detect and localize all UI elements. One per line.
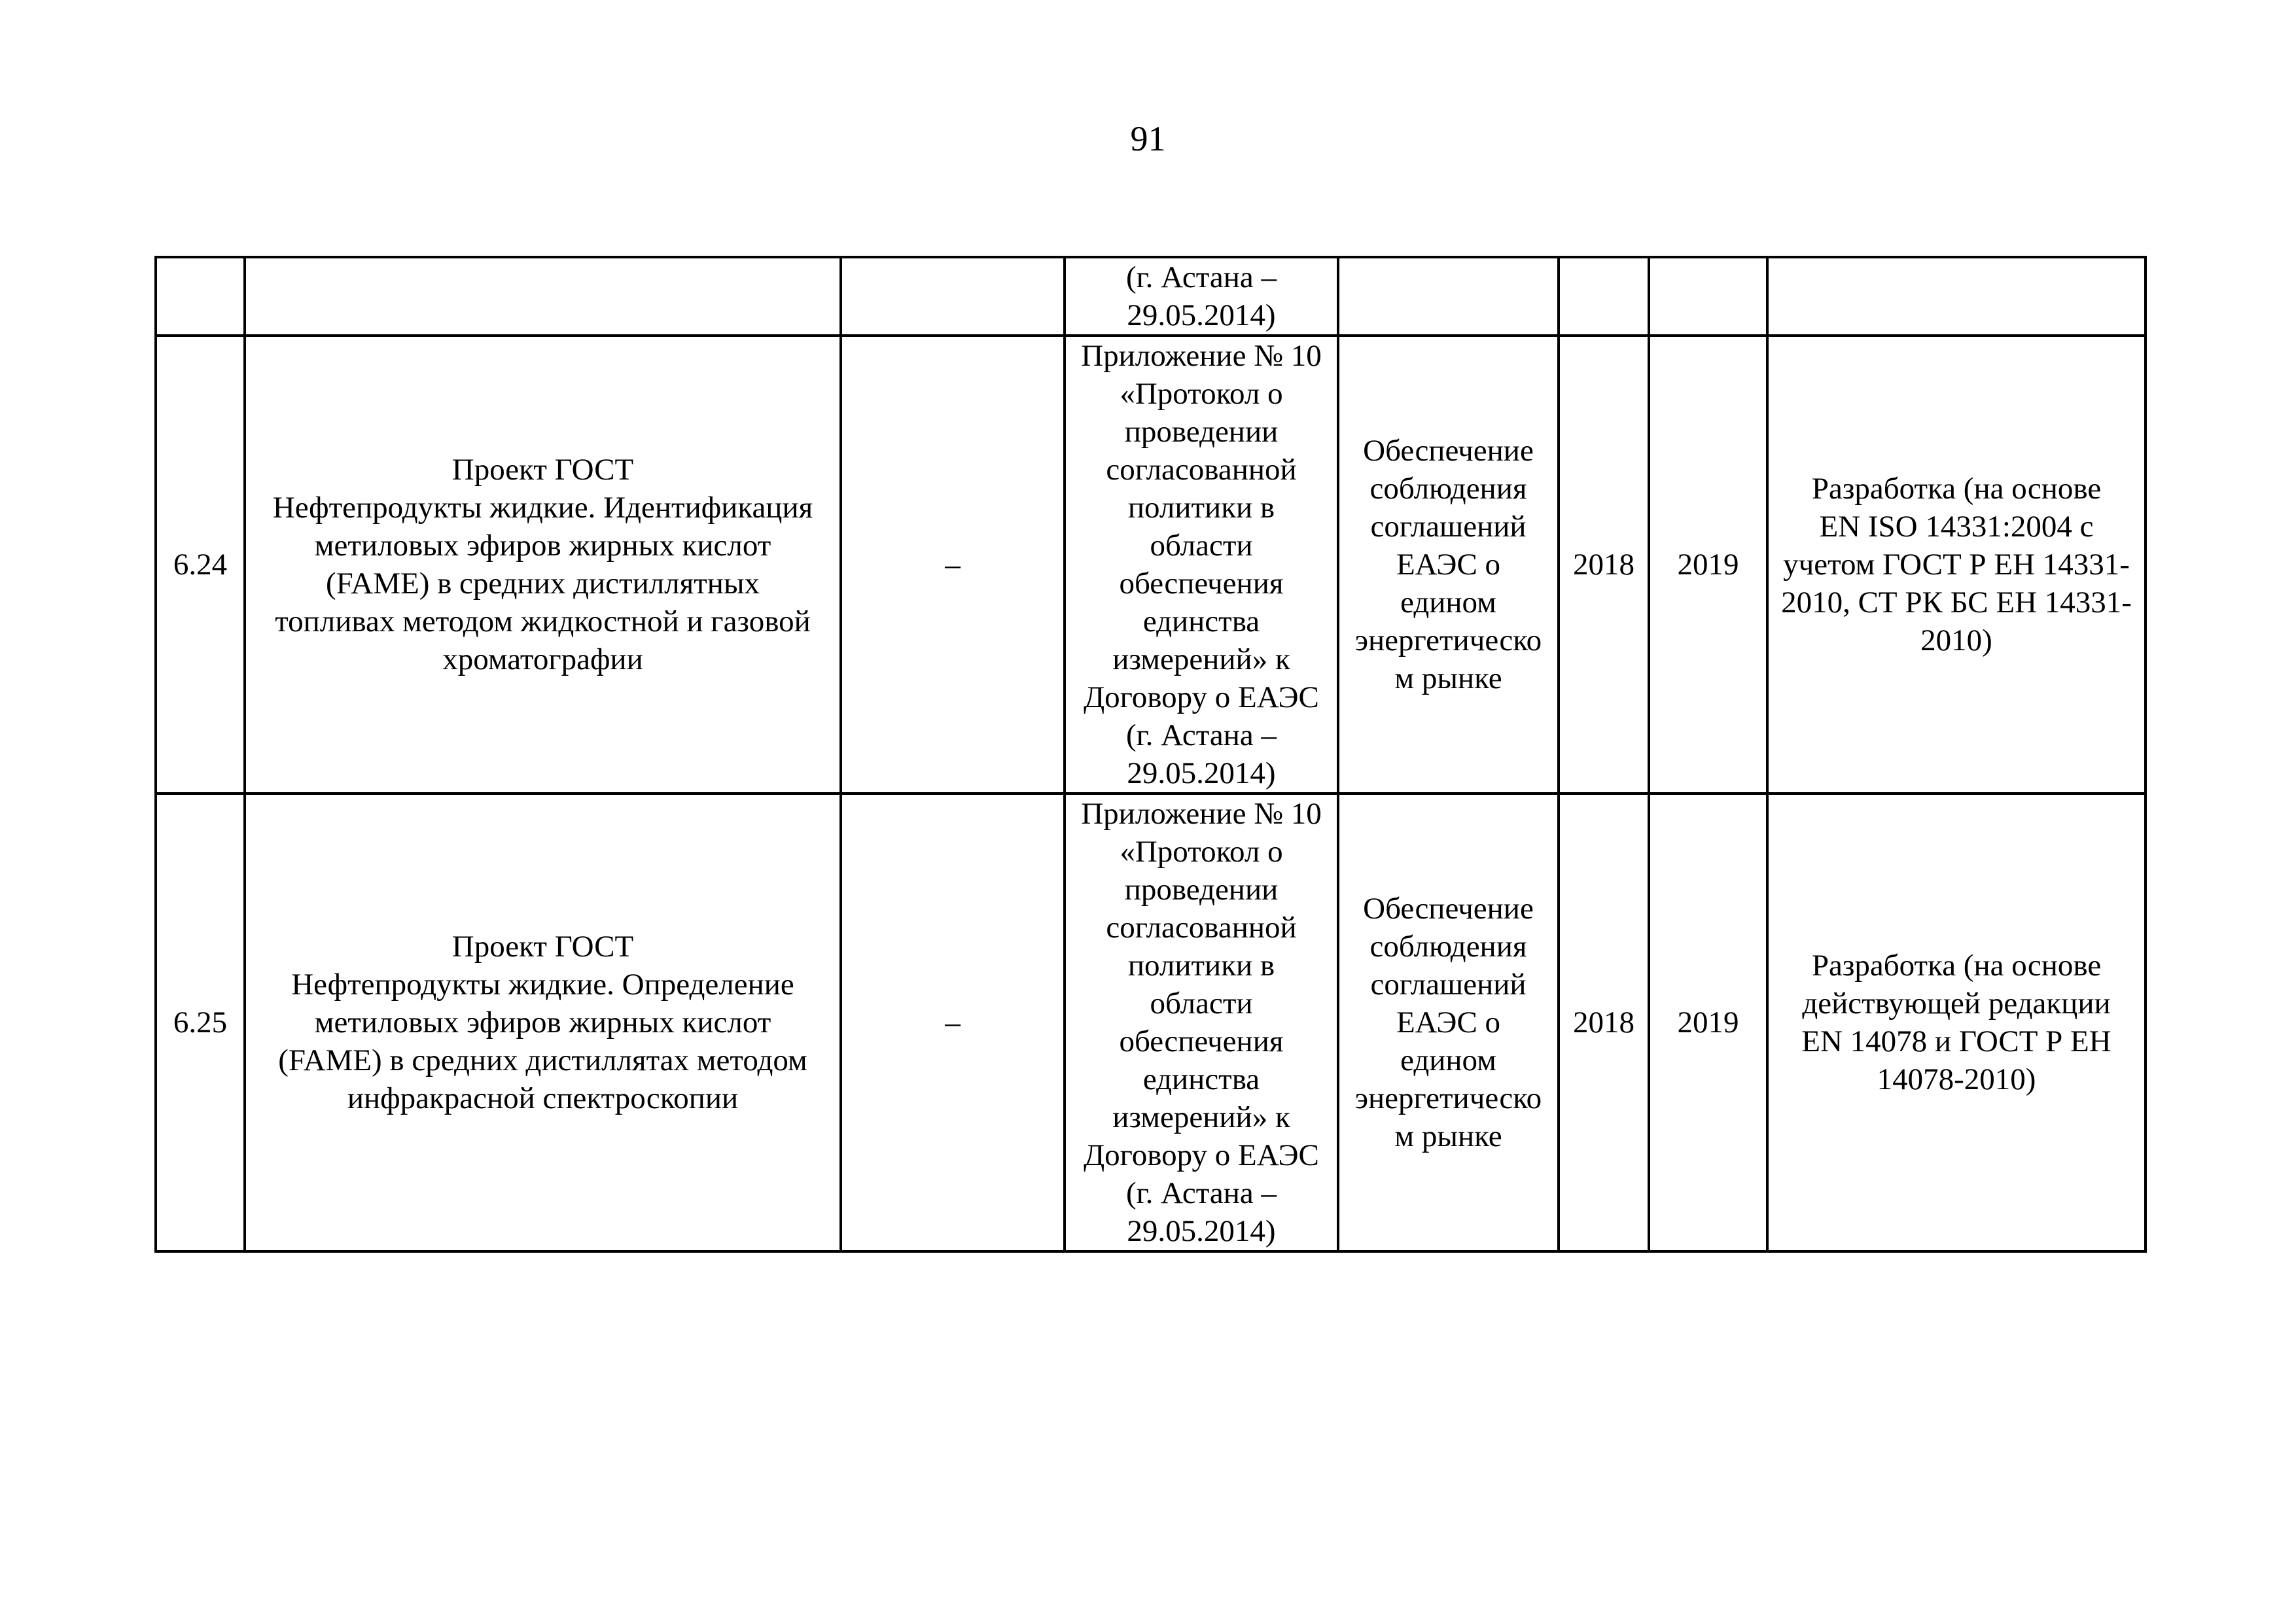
table-row-continuation <box>156 257 2146 336</box>
cell-end-year: 2019 <box>1649 336 1767 794</box>
cell-start-year: 2018 <box>1559 794 1649 1251</box>
cell-note: Разработка (на основе EN ISO 14331:2004 с учетом ГОСТ Р ЕН 14331- 2010, СТ РК БС ЕН 14331- 2010) <box>1767 336 2146 794</box>
cell-end-year: 2019 <box>1649 794 1767 1251</box>
table-row <box>156 336 2146 794</box>
cell-note <box>1767 257 2146 336</box>
cell-basis: Приложение № 10 «Протокол о проведении согласованной политики в области обеспечения единства измерений» к Договору о ЕАЭС (г. Астана – 29.05.2014) <box>1065 336 1338 794</box>
cell-purpose <box>1338 257 1559 336</box>
cell-code: – <box>841 336 1065 794</box>
standards-table <box>154 256 2147 1253</box>
cell-purpose: Обеспечение соблюдения соглашений ЕАЭС о едином энергетическо м рынке <box>1338 794 1559 1251</box>
cell-code <box>841 257 1065 336</box>
table-row <box>156 794 2146 1251</box>
cell-note: Разработка (на основе действующей редакции EN 14078 и ГОСТ Р ЕН 14078-2010) <box>1767 794 2146 1251</box>
cell-end-year <box>1649 257 1767 336</box>
cell-basis: (г. Астана – 29.05.2014) <box>1065 257 1338 336</box>
cell-num <box>156 257 245 336</box>
cell-purpose: Обеспечение соблюдения соглашений ЕАЭС о едином энергетическо м рынке <box>1338 336 1559 794</box>
cell-name: Проект ГОСТ Нефтепродукты жидкие. Определение метиловых эфиров жирных кислот (FAME) в средних дистиллятах методом инфракрасной спектроскопии <box>245 794 841 1251</box>
cell-name: Проект ГОСТ Нефтепродукты жидкие. Идентификация метиловых эфиров жирных кислот (FAME) в средних дистиллятных топливах методом жидкостной и газовой хроматографии <box>245 336 841 794</box>
cell-basis: Приложение № 10 «Протокол о проведении согласованной политики в области обеспечения единства измерений» к Договору о ЕАЭС (г. Астана – 29.05.2014) <box>1065 794 1338 1251</box>
cell-num: 6.24 <box>156 336 245 794</box>
cell-name <box>245 257 841 336</box>
cell-start-year: 2018 <box>1559 336 1649 794</box>
cell-num: 6.25 <box>156 794 245 1251</box>
page-number: 91 <box>1130 119 1166 158</box>
cell-start-year <box>1559 257 1649 336</box>
cell-code: – <box>841 794 1065 1251</box>
